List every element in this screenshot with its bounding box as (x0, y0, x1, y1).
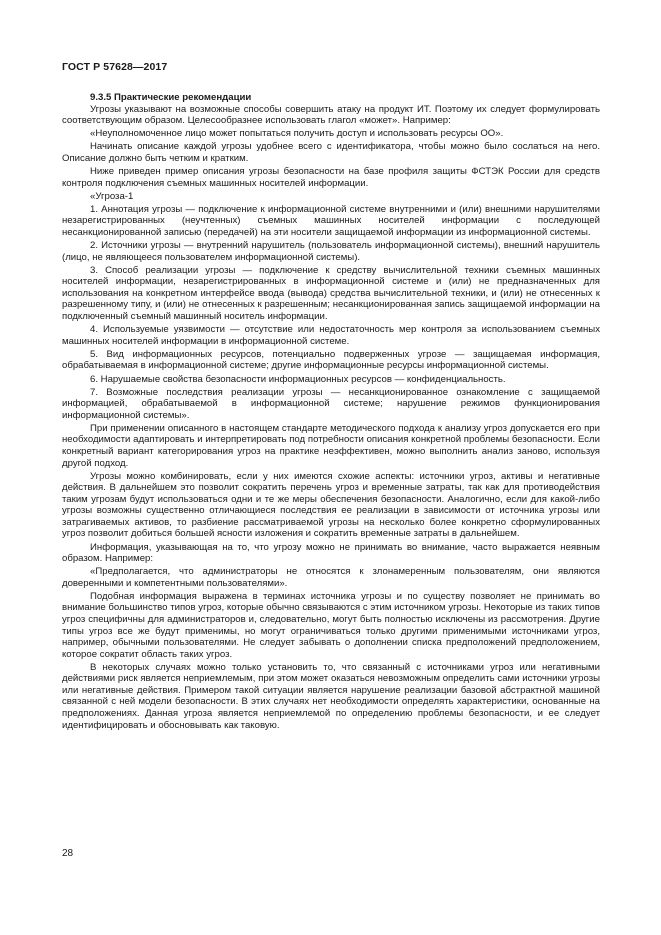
paragraph: «Угроза-1 (90, 190, 134, 202)
paragraph: Подобная информация выражена в терминах источника угрозы и по существу позволяет не принимать во внимание большинство типов угроз, которые обычно связываются с этим источником угрозы. Некоторые из таких типов угроз специфичны для администраторов и, следовательно, могут быть полностью исключены из рассмотрения. Другие типы угроз все же будут применимы, но могут ограничиваться только другими применимыми источниками угроз, например, обычными пользователями. Не следует забывать о дополнении списка предположений предположением, которое сократит область таких угроз. (62, 590, 600, 660)
paragraph: 5. Вид информационных ресурсов, потенциально подверженных угрозе — защищаемая информация, обрабатываемая в информационной системе; другие информационные ресурсы информационной системы. (62, 348, 600, 372)
paragraph: Ниже приведен пример описания угрозы безопасности на базе профиля защиты ФСТЭК России для средств контроля подключения съемных машинных носителей информации. (62, 166, 600, 189)
paragraph: Угрозы можно комбинировать, если у них имеются схожие аспекты: источники угроз, активы и негативные действия. В дальнейшем это позволит сократить перечень угроз и временные затраты, так как для противодействия таким угрозам будут использоваться одни и те же меры обеспечения безопасности. Аналогично, если для какой-либо угрозы возможны существенно отличающиеся последствия ее реализации в зависимости от источника угрозы или затрагиваемых активов, то разбиение рассматриваемой угрозы на несколько более конкретно сформулированных угроз позволит добиться большей ясности изложения и сократить временные затраты в дальнейшем. (62, 470, 600, 540)
paragraph: При применении описанного в настоящем стандарте методического подхода к анализу угроз допускается его при необходимости адаптировать и интерпретировать под потребности описания конкретной проблемы безопасности. Если конкретный вариант категорирования угроз на практике неэффективен, можно выполнить анализ заново, используя другой подход. (62, 422, 600, 469)
section-heading: 9.3.5 Практические рекомендации (90, 92, 252, 103)
paragraph: 4. Используемые уязвимости — отсутствие или недостаточность мер контроля за использованием съемных машинных носителей информации в информационной системе. (62, 324, 600, 347)
paragraph: «Неуполномоченное лицо может попытаться получить доступ и использовать ресурсы ОО». (90, 128, 504, 140)
page-number: 28 (62, 848, 74, 859)
paragraph: 6. Нарушаемые свойства безопасности информационных ресурсов — конфиденциальность. (90, 373, 506, 385)
paragraph: «Предполагается, что администраторы не относятся к злонамеренным пользователям, они являются доверенными и компетентными пользователями». (62, 566, 600, 589)
paragraph: 3. Способ реализации угрозы — подключение к средству вычислительной техники съемных машинных носителей информации, незарегистрированных в информационной системе и (или) не предназначенных для использования на конкретном интерфейсе ввода (вывода) средства вычислительной техники, и (или) не отнесенных к разрешенному типу, и (или) не отнесенных к разрешенным; несанкционированная запись защищаемой информации на подключенный съемный машинный носитель информации. (62, 264, 600, 322)
paragraph: Информация, указывающая на то, что угрозу можно не принимать во внимание, часто выражается неявным образом. Например: (62, 541, 600, 565)
paragraph: В некоторых случаях можно только установить то, что связанный с источниками угроз или негативными действиями риск является неприемлемым, при этом может оказаться невозможным определить сами источники угрозы или негативные действия. Примером такой ситуации является нарушение реализации базовой абстрактной машиной связанной с ней модели безопасности. В этих случаях нет необходимости определять характеристики, основанные на предположениях. Данная угроза является неприемлемой по определению проблемы безопасности, и ее следует идентифицировать и обосновывать как таковую. (62, 661, 600, 731)
paragraph: Угрозы указывают на возможные способы совершить атаку на продукт ИТ. Поэтому их следует формулировать соответствующим образом. Целесообразнее использовать глагол «может». Например: (62, 103, 600, 127)
paragraph: 1. Аннотация угрозы — подключение к информационной системе внутренними и (или) внешними нарушителями незарегистрированных (неучтенных) съемных машинных носителей информации с последующей несанкционированной записью (передачей) на эти носители защищаемой информации из информационной системы. (62, 203, 600, 238)
document-body (62, 92, 600, 733)
paragraph: Начинать описание каждой угрозы удобнее всего с идентификатора, чтобы можно было сослаться на него. Описание должно быть четким и кратким. (62, 141, 600, 164)
paragraph: 2. Источники угрозы — внутренний нарушитель (пользователь информационной системы), внешний нарушитель (лицо, не являющееся пользователем информационной системы). (62, 240, 600, 263)
paragraph: 7. Возможные последствия реализации угрозы — несанкционированное ознакомление с защищаемой информацией, обрабатываемой в информационной системе; нарушение режимов функционирования информационной системы». (62, 386, 600, 421)
standard-header: ГОСТ Р 57628—2017 (62, 61, 168, 73)
